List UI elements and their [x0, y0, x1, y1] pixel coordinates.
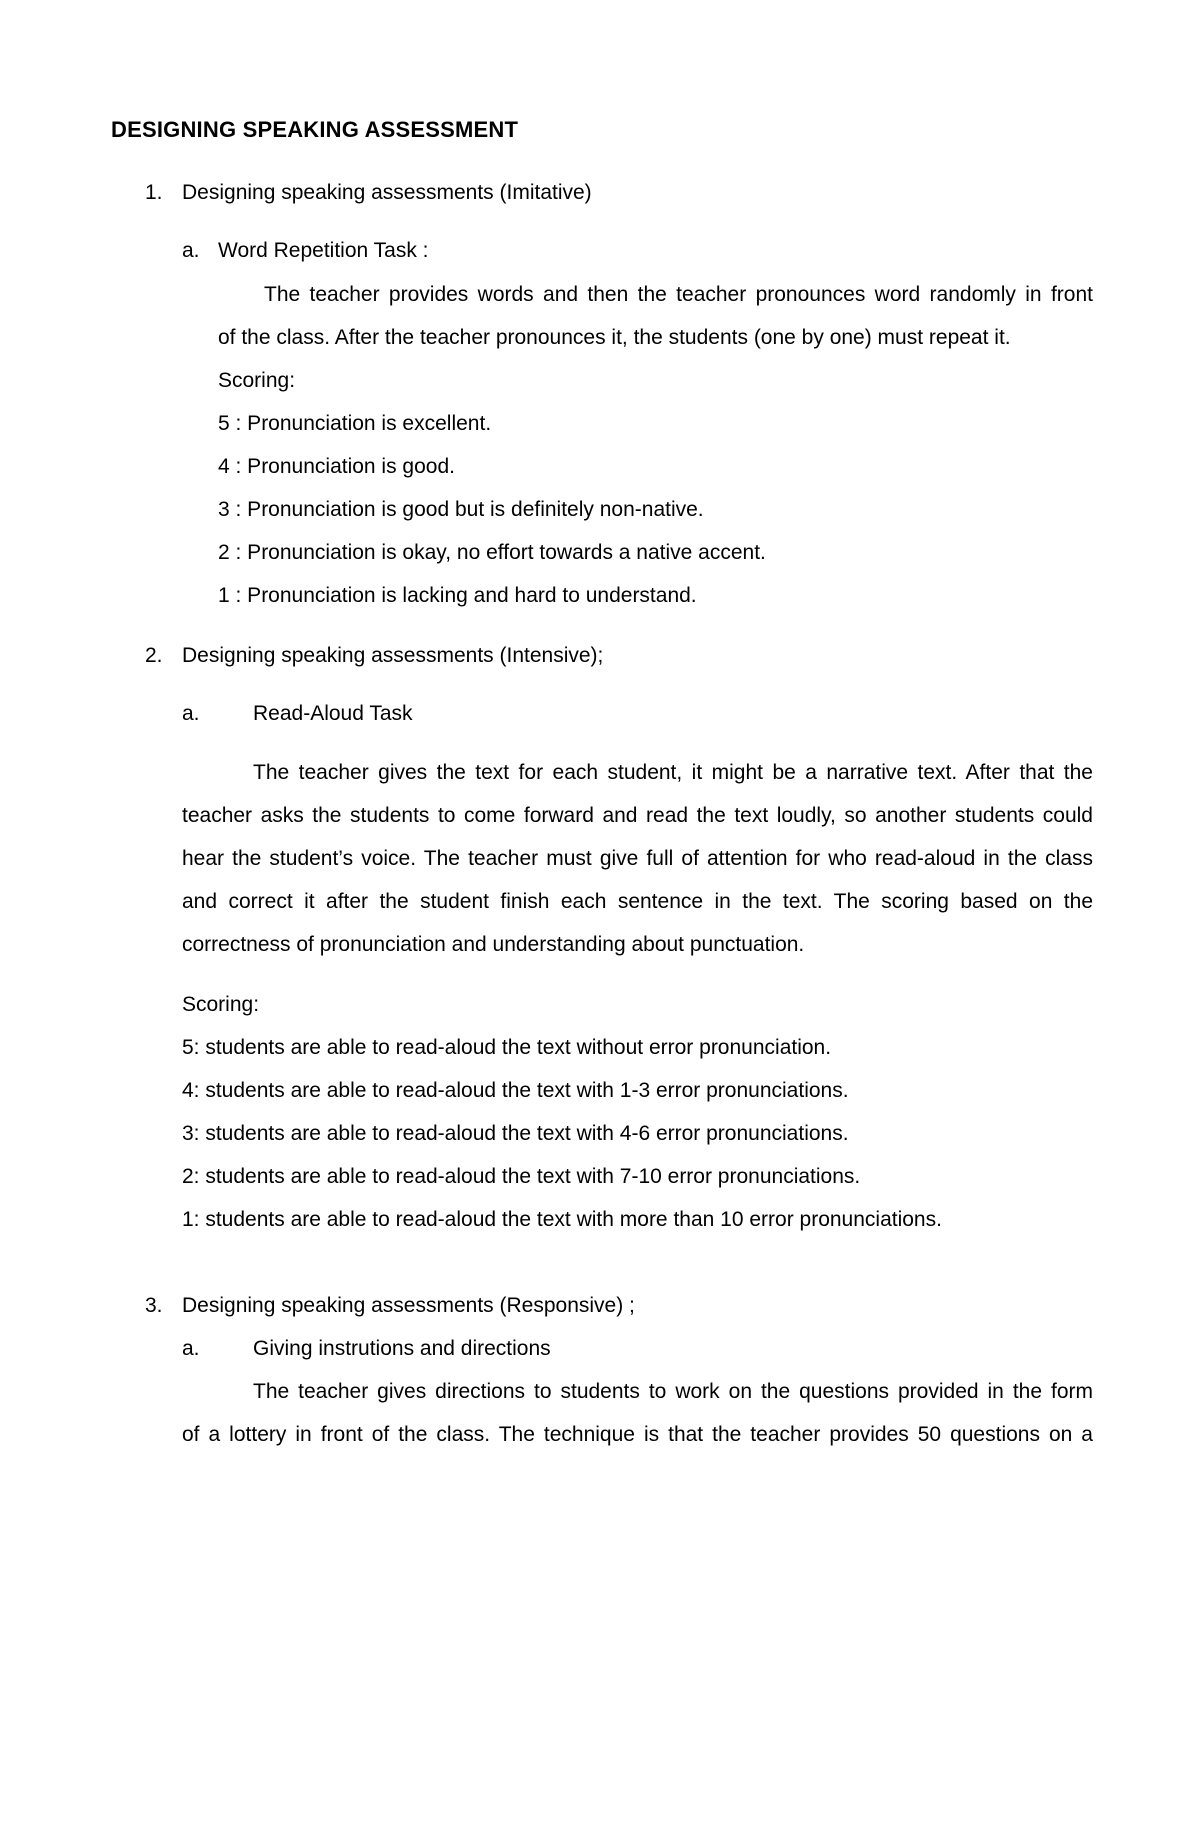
- section-2-score-4: 4: students are able to read-aloud the text with 1-3 error pronunciations.: [182, 1079, 849, 1102]
- section-1-sub-label: Word Repetition Task :: [218, 239, 429, 262]
- section-2-paragraph-line-3: hear the student’s voice. The teacher must give full of attention for who read-aloud in the class: [182, 847, 1093, 870]
- section-3-heading: Designing speaking assessments (Responsive) ;: [182, 1294, 635, 1317]
- section-2-score-5: 5: students are able to read-aloud the text without error pronunciation.: [182, 1036, 832, 1059]
- section-1-scoring-label: Scoring:: [218, 369, 296, 392]
- section-3-sub-label: Giving instrutions and directions: [253, 1337, 551, 1360]
- section-1-heading: Designing speaking assessments (Imitative): [182, 181, 592, 204]
- section-1-paragraph-line-1: The teacher provides words and then the teacher pronounces word randomly in front: [264, 283, 1093, 306]
- section-2-paragraph-line-2: teacher asks the students to come forward and read the text loudly, so another students could: [182, 804, 1093, 827]
- section-3-number: 3.: [145, 1294, 163, 1317]
- section-1-number: 1.: [145, 181, 163, 204]
- section-1-score-4: 4 : Pronunciation is good.: [218, 455, 455, 478]
- document-title: DESIGNING SPEAKING ASSESSMENT: [111, 117, 519, 142]
- section-1-score-1: 1 : Pronunciation is lacking and hard to understand.: [218, 584, 697, 607]
- section-2-paragraph-line-5: correctness of pronunciation and understanding about punctuation.: [182, 933, 805, 956]
- section-2-heading: Designing speaking assessments (Intensive);: [182, 644, 604, 667]
- section-2-score-2: 2: students are able to read-aloud the text with 7-10 error pronunciations.: [182, 1165, 861, 1188]
- section-1-paragraph-line-2: of the class. After the teacher pronounces it, the students (one by one) must repeat it.: [218, 326, 1011, 349]
- section-2-score-1: 1: students are able to read-aloud the text with more than 10 error pronunciations.: [182, 1208, 942, 1231]
- section-1-sub-letter: a.: [182, 239, 200, 262]
- section-2-score-3: 3: students are able to read-aloud the text with 4-6 error pronunciations.: [182, 1122, 849, 1145]
- section-3-paragraph-line-2: of a lottery in front of the class. The technique is that the teacher provides 50 questions on a: [182, 1423, 1093, 1446]
- section-3-paragraph-line-1: The teacher gives directions to students to work on the questions provided in the form: [253, 1380, 1093, 1403]
- section-2-number: 2.: [145, 644, 163, 667]
- section-2-sub-label: Read-Aloud Task: [253, 702, 413, 725]
- section-1-score-5: 5 : Pronunciation is excellent.: [218, 412, 492, 435]
- section-1-score-2: 2 : Pronunciation is okay, no effort towards a native accent.: [218, 541, 766, 564]
- section-2-paragraph-line-4: and correct it after the student finish each sentence in the text. The scoring based on the: [182, 890, 1093, 913]
- section-3-sub-letter: a.: [182, 1337, 200, 1360]
- section-2-scoring-label: Scoring:: [182, 993, 260, 1016]
- section-1-score-3: 3 : Pronunciation is good but is definitely non-native.: [218, 498, 704, 521]
- section-2-sub-letter: a.: [182, 702, 200, 725]
- section-2-paragraph-line-1: The teacher gives the text for each student, it might be a narrative text. After that the: [253, 761, 1093, 784]
